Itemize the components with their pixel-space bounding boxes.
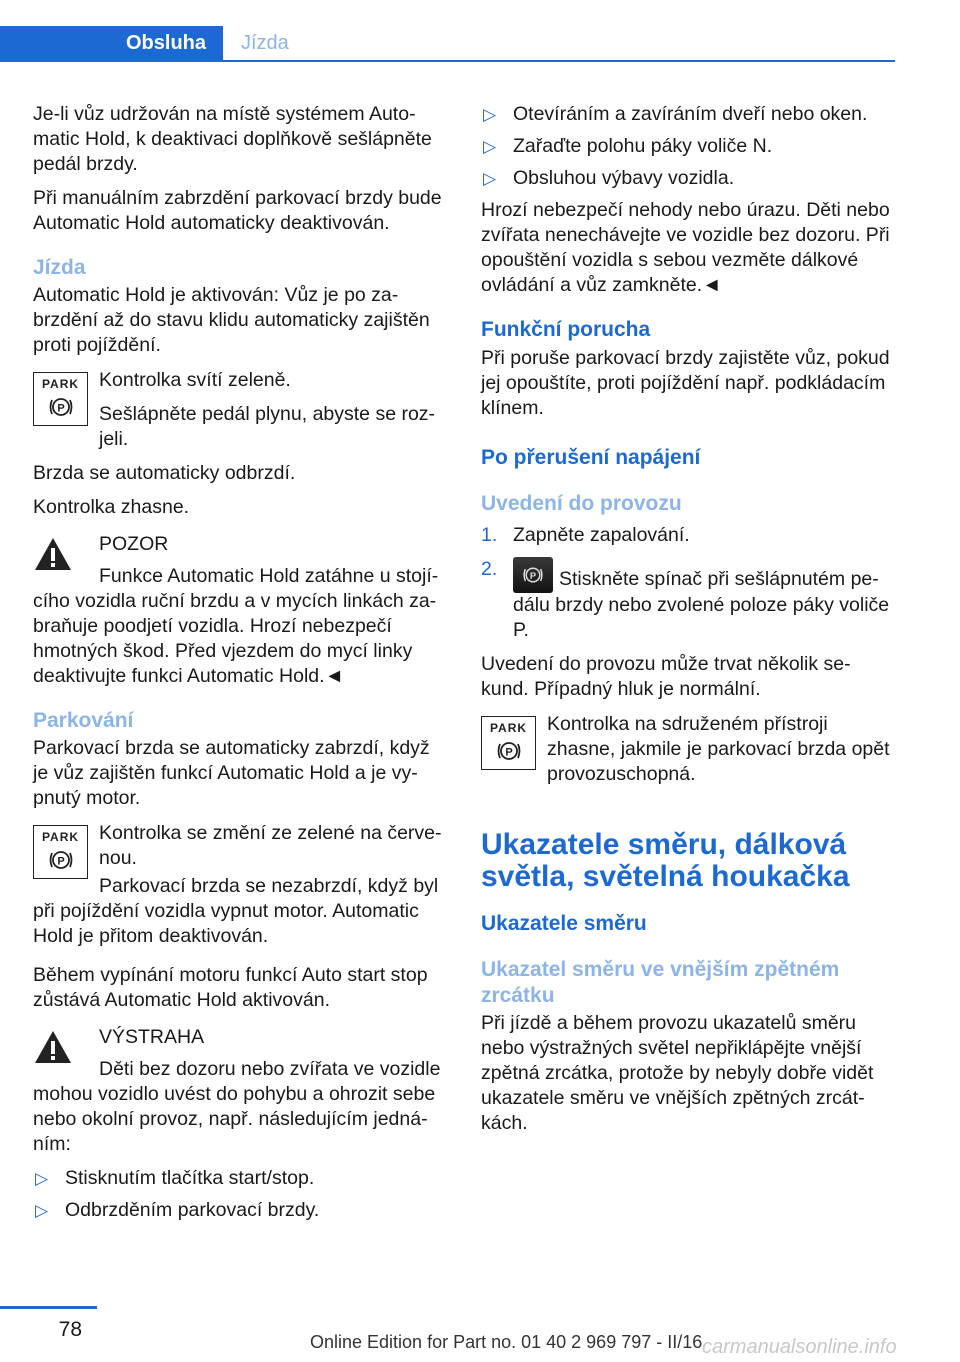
footer-rule <box>0 1306 97 1309</box>
heading-ukazatele-smeru: Ukazatele směru <box>481 912 647 935</box>
subheading-jizda: Jízda <box>33 256 86 279</box>
park-indicator-note <box>481 712 893 787</box>
paragraph: Uvedení do provozu může trvat několik se‐kund. Případný hluk je normální. <box>481 653 851 700</box>
left-column <box>33 102 445 1230</box>
section-tab-obsluha: Obsluha <box>0 26 223 60</box>
park-icon-label: PARK <box>41 830 80 844</box>
paragraph: Kontrolka zhasne. <box>33 496 190 518</box>
warning-triangle-icon <box>33 1029 73 1065</box>
list-item: ▷ Odbrzděním parkovací brzdy. <box>35 1199 320 1221</box>
paragraph: Brzda se automaticky odbrzdí. <box>33 462 296 484</box>
paragraph: Při jízdě a během provozu ukazatelů směru nebo výstražných světel nepřiklápějte vnější zpětná zrcátka, protože by nebyly dobře vidět ukazatele směru ve vnějších zpětných zrcát‐kách. <box>481 1012 874 1134</box>
svg-text:P: P <box>57 855 65 868</box>
steps-list <box>481 523 893 643</box>
warning-text: Děti bez dozoru nebo zvířata ve vozidle mohou vozidlo uvést do pohybu a ohrozit sebe nebo okolní provoz, např. následujícím jedná‐ním: <box>33 1058 441 1155</box>
section-tab-jizda: Jízda <box>241 31 289 54</box>
list-item: 1. Zapněte zapalování. <box>481 524 690 546</box>
triangle-bullet-icon: ▷ <box>483 169 497 188</box>
paragraph: Automatic Hold je aktivován: Vůz je po za‐brzdění až do stavu klidu automaticky zajištěn proti pojíždění. <box>33 284 430 356</box>
paragraph: Parkovací brzda se nezabrzdí, když byl při pojíždění vozidla vypnut motor. Automatic Hold je přitom deaktivován. <box>33 875 439 947</box>
subheading-uvedeni: Uvedení do provozu <box>481 492 682 515</box>
watermark: carmanualsonline.info <box>702 1336 897 1358</box>
subheading-parkovani: Parkování <box>33 709 134 732</box>
paragraph: Kontrolka svítí zeleně. <box>99 369 291 391</box>
park-icon-label: PARK <box>489 721 528 735</box>
page-number: 78 <box>58 1318 82 1341</box>
park-icon-label: PARK <box>41 377 80 391</box>
paragraph: Během vypínání motoru funkcí Auto start stop zůstává Automatic Hold aktivován. <box>33 964 428 1011</box>
paragraph: Kontrolka na sdruženém přístroji zhasne, jakmile je parkovací brzda opět provozuschopná. <box>547 713 890 785</box>
triangle-bullet-icon: ▷ <box>483 137 497 156</box>
park-button-icon <box>513 557 553 593</box>
park-brake-icon <box>481 716 536 770</box>
warning-block <box>33 1025 445 1157</box>
svg-text:P: P <box>529 570 537 581</box>
list-item: ▷ Otevíráním a zavíráním dveří nebo oken. <box>483 103 868 125</box>
list-item: 2. P Stiskněte spínač při sešlápnutém pe‐dálu brzdy nebo zvolené poloze páky voliče P. <box>481 558 890 641</box>
park-brake-icon <box>33 372 88 426</box>
svg-text:P: P <box>57 402 65 415</box>
paragraph: Při poruše parkovací brzdy zajistěte vůz, pokud jej opouštíte, proti pojíždění např. podkládacím klínem. <box>481 347 890 419</box>
paragraph: Sešlápněte pedál plynu, abyste se roz‐jeli. <box>99 403 436 450</box>
caution-title: POZOR <box>99 533 169 555</box>
paragraph: Parkovací brzda se automaticky zabrzdí, když je vůz zajištěn funkcí Automatic Hold a je vy‐pnutý motor. <box>33 737 430 809</box>
park-indicator-note <box>33 368 445 452</box>
paragraph: Hrozí nebezpečí nehody nebo úrazu. Děti nebo zvířata nenechávejte ve vozidle bez dozoru. Při opouštění vozidla s sebou vezměte dálkové ovládání a vůz zamkněte.◄ <box>481 199 890 296</box>
bullet-list <box>481 102 893 191</box>
warning-title: VÝSTRAHA <box>99 1026 205 1048</box>
triangle-bullet-icon: ▷ <box>483 105 497 124</box>
warning-triangle-icon <box>33 536 73 572</box>
heading-funkcni-porucha: Funkční porucha <box>481 318 651 341</box>
park-indicator-note <box>33 821 445 881</box>
paragraph: Je-li vůz udržován na místě systémem Auto‐matic Hold, k deaktivaci doplňkově sešlápněte pedál brzdy. <box>33 103 432 175</box>
edition-note: Online Edition for Part no. 01 40 2 969 797 - II/16 <box>310 1332 703 1352</box>
section-heading: Ukazatele směru, dálková světla, světelná houkačka <box>481 828 850 893</box>
caution-block <box>33 532 445 689</box>
list-item: ▷ Stisknutím tlačítka start/stop. <box>35 1167 315 1189</box>
triangle-bullet-icon: ▷ <box>35 1201 49 1220</box>
bullet-list <box>33 1166 445 1223</box>
heading-po-preruseni: Po přerušení napájení <box>481 446 701 469</box>
list-item: ▷ Obsluhou výbavy vozidla. <box>483 167 735 189</box>
park-brake-icon <box>33 825 88 879</box>
paragraph: Kontrolka se změní ze zelené na červe‐nou. <box>99 822 442 869</box>
subheading-zpetne-zrcatko: Ukazatel směru ve vnějším zpětném zrcátku <box>481 958 840 1007</box>
svg-text:P: P <box>505 746 513 759</box>
caution-text: Funkce Automatic Hold zatáhne u stojí‐cího vozidla ruční brzdu a v mycích linkách za‐braňuje poodjetí vozidla. Hrozí nebezpečí hmotných škod. Před vjezdem do mycí linky deaktivujte funkci Automatic Hold.◄ <box>33 565 439 687</box>
page-header <box>0 0 960 62</box>
header-rule <box>0 60 895 62</box>
list-item: ▷ Zařaďte polohu páky voliče N. <box>483 135 773 157</box>
triangle-bullet-icon: ▷ <box>35 1169 49 1188</box>
paragraph: Při manuálním zabrzdění parkovací brzdy bude Automatic Hold automaticky deaktivován. <box>33 187 442 234</box>
right-column <box>481 102 893 1145</box>
